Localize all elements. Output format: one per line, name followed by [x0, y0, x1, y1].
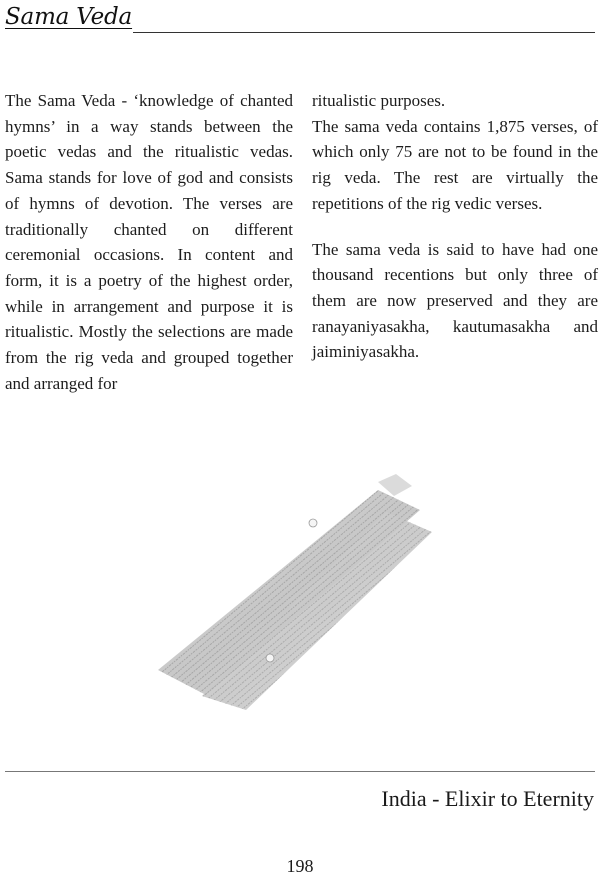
right-column [312, 88, 598, 365]
page-header [5, 0, 595, 42]
header-rule [133, 32, 595, 33]
page-number: 198 [286, 856, 314, 876]
book-title: India - Elixir to Eternity [381, 786, 594, 811]
right-column-paragraph-continuation: ritualistic purposes. [312, 91, 446, 110]
manuscript-hole [309, 519, 317, 527]
right-column-paragraph-recensions: The sama veda is said to have had one thousand recentions but only three of them are now preserved and they are ranayaniyasakha, kautumasakha and jaiminiyasakha. [312, 239, 598, 362]
right-column-paragraph-verses: The sama veda contains 1,875 verses, of which only 75 are not to be found in the rig veda. The rest are virtually the repetitions of the rig vedic verses. [312, 116, 598, 213]
footer-rule [5, 771, 595, 772]
left-column-paragraph: The Sama Veda - ‘knowledge of chanted hymns’ in a way stands between the poetic vedas and the ritualistic vedas. Sama stands for love of god and consists of hymns of devotion. The verses are traditionally chanted on different ceremonial occasions. In content and form, it is a poetry of the highest order, while in arrangement and purpose it is ritualistic. Mostly the selections are made from the rig veda and grouped together and arranged for [5, 91, 293, 393]
page-title: Sama Veda [5, 4, 133, 30]
manuscript-hole [266, 654, 274, 662]
palm-leaf-manuscript-image [150, 470, 450, 710]
left-column [5, 88, 293, 396]
